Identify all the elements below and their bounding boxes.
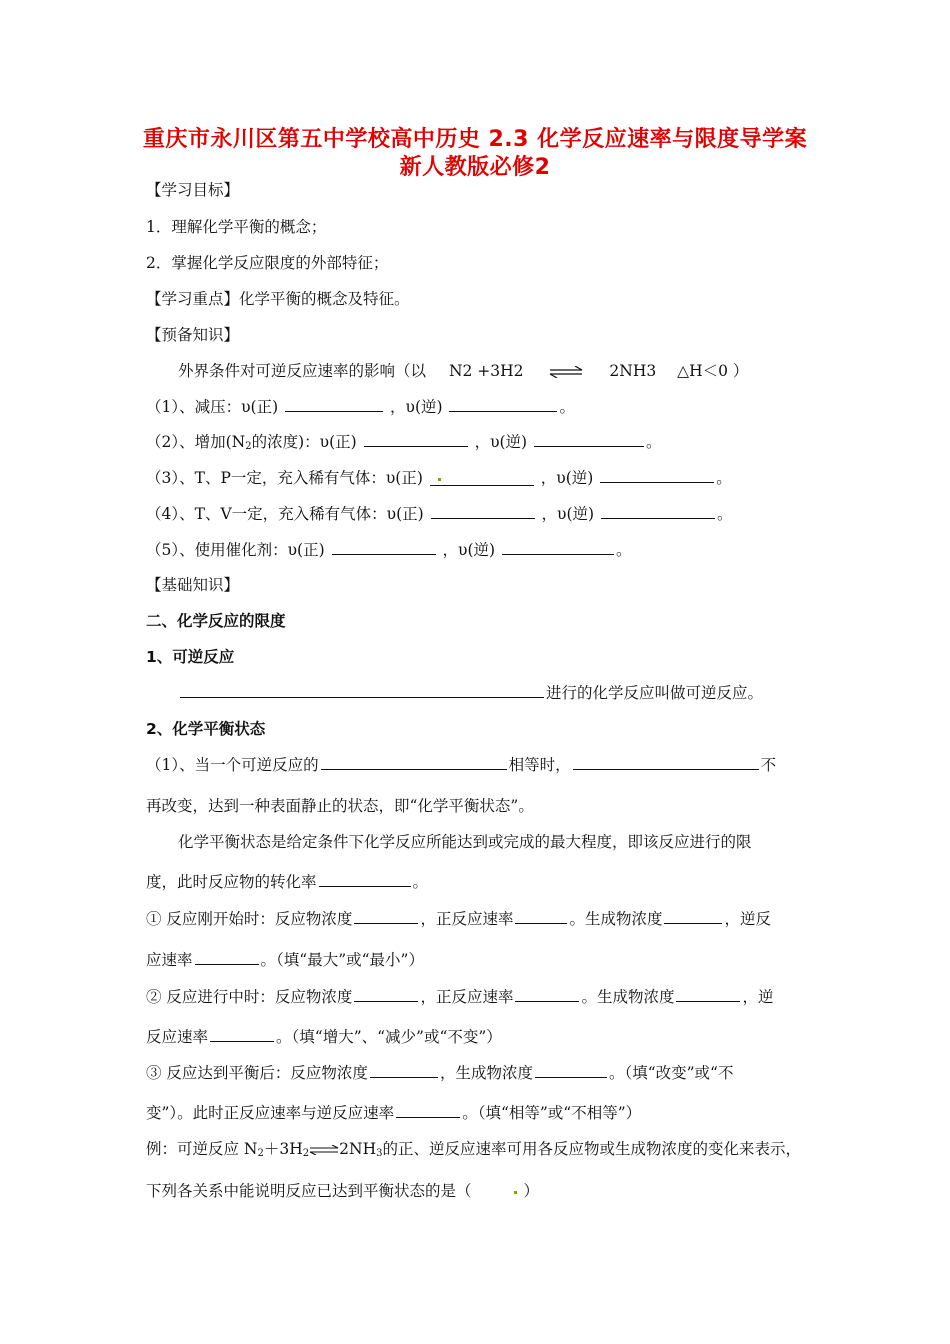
ex-sub1: 2 (257, 1148, 264, 1159)
answer-blank[interactable] (195, 948, 259, 965)
prep-row-3-label: （3）、T、P一定，充入稀有气体：υ(正) (146, 469, 423, 487)
prep-row-4-label: （4）、T、V一定，充入稀有气体：υ(正) (146, 505, 424, 523)
goal-item-1: 1．理解化学平衡的概念； (146, 218, 327, 236)
answer-blank[interactable] (502, 538, 614, 555)
prep-row-4-mid: ，υ(逆) (541, 505, 595, 523)
s1-text: 进行的化学反应叫做可逆反应。 (546, 684, 764, 702)
q3-a: ③ 反应达到平衡后：反应物浓度 (146, 1064, 368, 1082)
answer-blank[interactable] (535, 1061, 607, 1078)
prep-row-2-end: 。 (646, 433, 662, 451)
answer-blank[interactable] (210, 1025, 274, 1042)
prep-heading: 【预备知识】 (146, 326, 240, 344)
answer-blank[interactable] (573, 753, 759, 770)
example-line-1 (146, 1137, 801, 1159)
q1-e: 应速率 (146, 951, 193, 969)
ex-sub2: 2 (302, 1148, 310, 1159)
answer-blank[interactable] (319, 870, 411, 887)
equilibrium-arrow-icon (309, 1145, 339, 1155)
prep-row-2-mid: ，υ(逆) (474, 433, 528, 451)
basic-heading: 【基础知识】 (146, 576, 240, 594)
ex-c: 2NH (339, 1140, 377, 1158)
question-1-line-1 (146, 907, 771, 929)
p1-b: 相等时， (508, 756, 571, 774)
prep-row-2 (146, 430, 662, 452)
prep-product: 2NH3 (609, 362, 657, 380)
answer-blank[interactable] (515, 907, 567, 924)
answer-blank[interactable] (534, 430, 644, 447)
q2-c: 。生成物浓度 (581, 988, 675, 1006)
q2-e: 反应速率 (146, 1028, 209, 1046)
prep-row-5-end: 。 (615, 541, 632, 559)
answer-blank[interactable] (515, 985, 579, 1002)
prep-row-3 (146, 466, 732, 488)
prep-enthalpy: △H＜0 ） (677, 362, 749, 380)
prep-reactants: N2 +3H2 (448, 362, 524, 380)
example-line-2 (146, 1179, 539, 1201)
q2-a: ② 反应进行中时：反应物浓度 (146, 988, 353, 1006)
q1-b: ，正反应速率 (420, 910, 514, 928)
q1-f: 。（填“最大”或“最小”） (260, 951, 424, 969)
ex-e: 下列各关系中能说明反应已达到平衡状态的是（ (146, 1182, 472, 1200)
focus-line (146, 287, 410, 309)
goals-heading: 【学习目标】 (146, 181, 240, 199)
answer-blank[interactable] (370, 1061, 438, 1078)
prep-row-1-mid: ，υ(逆) (390, 398, 443, 416)
answer-blank[interactable] (332, 538, 436, 555)
ex-a: 例：可逆反应 N (146, 1140, 258, 1158)
focus-text: 化学平衡的概念及特征。 (239, 290, 410, 308)
prep-row-5-mid: ，υ(逆) (442, 541, 496, 559)
q3-e: 。（填“相等”或“不相等”） (462, 1104, 642, 1122)
q2-d: ，逆 (742, 988, 774, 1006)
answer-blank[interactable] (396, 1101, 460, 1118)
answer-blank[interactable] (285, 395, 383, 412)
answer-blank[interactable] (600, 466, 714, 483)
dot-mark (438, 478, 441, 481)
prep-row-1 (146, 395, 575, 417)
p1-a: （1）、当一个可逆反应的 (146, 756, 319, 774)
question-1-line-2 (146, 948, 424, 970)
answer-blank[interactable] (180, 681, 544, 698)
prep-row-4-end: 。 (717, 505, 733, 523)
subsection-2-title: 2、化学平衡状态 (146, 720, 266, 738)
dot-mark (514, 1191, 517, 1194)
answer-blank[interactable] (449, 395, 557, 412)
answer-blank[interactable] (321, 753, 507, 770)
prep-row-5 (146, 538, 632, 560)
answer-blank[interactable] (664, 907, 722, 924)
prep-row-1-end: 。 (559, 398, 575, 416)
answer-blank[interactable] (364, 430, 468, 447)
prep-row-2-label-b: 的浓度)：υ(正) (251, 433, 357, 451)
answer-blank[interactable] (354, 907, 418, 924)
question-2-line-2 (146, 1025, 502, 1047)
question-2-line-1 (146, 985, 773, 1007)
prep-intro-text: 外界条件对可逆反应速率的影响（以 (178, 362, 427, 380)
ex-d: 的正、逆反应速率可用各反应物或生成物浓度的变化来表示， (382, 1140, 801, 1158)
para-2-line-2 (146, 870, 428, 892)
section-title: 二、化学反应的限度 (146, 612, 286, 630)
prep-row-5-label: （5）、使用催化剂：υ(正) (146, 541, 325, 559)
focus-heading: 【学习重点】 (146, 290, 240, 308)
answer-blank[interactable] (431, 502, 535, 519)
equilibrium-arrow-icon (548, 366, 584, 378)
q3-c: 。（填“改变”或“不 (608, 1064, 734, 1082)
question-3-line-1 (146, 1061, 733, 1083)
prep-row-2-sub: 2 (245, 441, 252, 452)
ex-f: ） (523, 1182, 540, 1200)
p2-b: 度，此时反应物的转化率 (146, 873, 317, 891)
prep-row-4 (146, 502, 733, 524)
q1-d: ，逆反 (724, 910, 771, 928)
q1-c: 。生成物浓度 (569, 910, 663, 928)
prep-row-1-label: （1）、减压：υ(正) (146, 398, 279, 416)
question-3-line-2 (146, 1101, 641, 1123)
q3-b: ，生成物浓度 (439, 1064, 533, 1082)
answer-blank[interactable] (601, 502, 715, 519)
q3-d: 变”）。此时正反应速率与逆反应速率 (146, 1104, 395, 1122)
answer-space[interactable] (472, 1182, 524, 1200)
document-title-line1: 重庆市永川区第五中学校高中历史 2.3 化学反应速率与限度导学案 (142, 127, 808, 152)
para-1-line-1 (146, 753, 776, 775)
para-2-line-1: 化学平衡状态是给定条件下化学反应所能达到或完成的最大程度，即该反应进行的限 (178, 833, 752, 851)
prep-row-3-end: 。 (716, 469, 732, 487)
q2-b: ，正反应速率 (420, 988, 514, 1006)
para-1-line-2: 再改变，达到一种表面静止的状态，即“化学平衡状态”。 (146, 797, 534, 815)
p2-c: 。 (412, 873, 429, 891)
subsection-1-title: 1、可逆反应 (146, 648, 235, 666)
answer-blank[interactable] (676, 985, 740, 1002)
answer-blank[interactable] (354, 985, 418, 1002)
prep-row-2-label: （2）、增加(N (146, 433, 246, 451)
ex-sub3: 3 (376, 1148, 383, 1159)
goal-item-2: 2．掌握化学反应限度的外部特征； (146, 254, 389, 272)
p1-c: 不 (760, 756, 777, 774)
prep-row-3-mid: ，υ(逆) (540, 469, 594, 487)
document-title-line2: 新人教版必修2 (399, 155, 551, 180)
answer-blank[interactable] (430, 469, 534, 486)
subsection-1-text (178, 681, 763, 703)
ex-b: ＋3H (263, 1140, 303, 1158)
q1-a: ① 反应刚开始时：反应物浓度 (146, 910, 353, 928)
q2-f: 。（填“增大”、“减少”或“不变”） (276, 1028, 502, 1046)
prep-intro (178, 359, 748, 381)
